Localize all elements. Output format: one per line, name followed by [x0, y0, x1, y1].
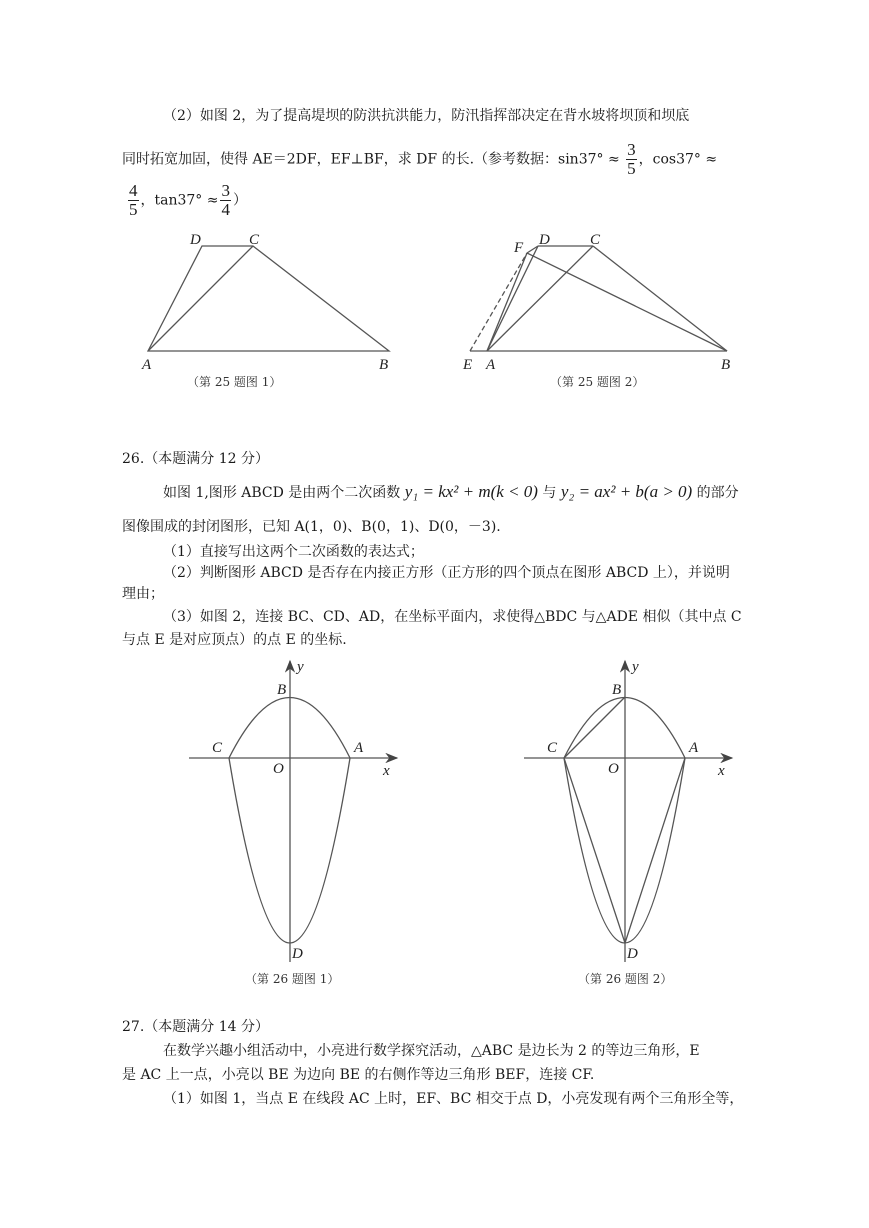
label-c: C: [547, 740, 558, 756]
function-y2: y₂ = ax² + b(a > 0): [560, 482, 693, 501]
lower-parabola: [564, 758, 685, 943]
label-a: A: [486, 357, 496, 373]
q26-part2-line2: 理由；: [122, 586, 164, 602]
q26-fig2-caption: （第 26 题图 2）: [578, 972, 673, 986]
segment-fd: [527, 246, 538, 253]
label-c: C: [249, 232, 260, 248]
label-d: D: [190, 232, 201, 248]
cos-text: ，cos37° ≈: [638, 151, 718, 168]
q27-header: 27.（本题满分 14 分）: [122, 1019, 269, 1035]
q26-header: 26.（本题满分 12 分）: [122, 451, 269, 467]
tan-denominator: 4: [221, 200, 230, 219]
cos-fraction: [128, 182, 139, 219]
sin-numerator: 3: [627, 140, 636, 159]
label-d: D: [539, 232, 550, 248]
q25-part2-line1: （2）如图 2，为了提高堤坝的防洪抗洪能力，防汛指挥部决定在背水坡将坝顶和坝底: [163, 108, 690, 124]
label-b: B: [721, 357, 731, 373]
segment-ac: [487, 246, 593, 351]
q26-intro-b: 与: [542, 485, 557, 501]
close-paren: ）: [232, 192, 247, 209]
segment-cd: [564, 758, 625, 943]
origin-label: O: [608, 761, 619, 777]
q26-intro-line2: 图像围成的封闭图形，已知 A(1，0)、B(0，1)、D(0，－3).: [122, 519, 501, 535]
q25-fig2-caption: （第 25 题图 2）: [550, 375, 645, 389]
q27-line2: 是 AC 上一点，小亮以 BE 为边向 BE 的右侧作等边三角形 BEF，连接 CF.: [122, 1067, 595, 1083]
segment-cb: [564, 697, 625, 758]
q26-intro-line1: [163, 482, 739, 503]
function-y1: y₁ = kx² + m(k < 0): [404, 482, 538, 501]
dashed-ef: [470, 253, 527, 351]
q26-intro-a: 如图 1,图形 ABCD 是由两个二次函数: [163, 485, 401, 501]
upper-parabola: [564, 698, 685, 759]
sin-fraction: [626, 141, 637, 178]
tan-fraction: [220, 182, 231, 219]
q26-part3-line1: （3）如图 2，连接 BC、CD、AD，在坐标平面内，求使得△BDC 与△ADE 相似（其中点 C: [163, 609, 742, 625]
cos-denominator: 5: [129, 200, 138, 219]
sin-denominator: 5: [627, 159, 636, 178]
diagonal-ac: [148, 246, 253, 351]
label-b: B: [277, 682, 287, 698]
label-a: A: [689, 740, 699, 756]
q25-part2-line2: [122, 141, 717, 178]
segment-ad: [487, 246, 538, 351]
tan-numerator: 3: [221, 181, 230, 200]
x-axis-label: x: [718, 763, 725, 779]
label-c: C: [590, 232, 601, 248]
q27-line1: 在数学兴趣小组活动中，小亮进行数学探究活动，△ABC 是边长为 2 的等边三角形，E: [163, 1043, 700, 1059]
q26-fig1-caption: （第 26 题图 1）: [245, 972, 340, 986]
q25-fig1-caption: （第 25 题图 1）: [187, 375, 282, 389]
label-f: F: [514, 240, 524, 256]
segment-cb: [593, 246, 727, 351]
label-b: B: [612, 682, 622, 698]
label-d: D: [292, 946, 303, 962]
label-b: B: [379, 357, 389, 373]
upper-parabola: [229, 698, 350, 759]
trapezoid-abcd: [148, 246, 389, 351]
label-a: A: [354, 740, 364, 756]
q26-part1: （1）直接写出这两个二次函数的表达式；: [163, 544, 424, 560]
origin-label: O: [273, 761, 284, 777]
q25-part2-text: 同时拓宽加固，使得 AE＝2DF，EF⊥BF，求 DF 的长.（参考数据：sin37° ≈: [122, 151, 620, 168]
q26-part3-line2: 与点 E 是对应顶点）的点 E 的坐标.: [122, 632, 347, 648]
segment-fa: [487, 253, 527, 351]
y-axis-label: y: [632, 659, 639, 675]
q26-part2-line1: （2）判断图形 ABCD 是否存在内接正方形（正方形的四个顶点在图形 ABCD 上），并说明: [163, 565, 730, 581]
tan-text: ，tan37° ≈: [140, 192, 219, 209]
lower-parabola: [229, 758, 350, 943]
cos-numerator: 4: [129, 181, 138, 200]
x-axis-label: x: [383, 763, 390, 779]
label-d: D: [627, 946, 638, 962]
q27-line3: （1）如图 1，当点 E 在线段 AC 上时，EF、BC 相交于点 D，小亮发现有两个三角形全等，: [163, 1091, 744, 1107]
segment-ad: [625, 758, 685, 943]
label-e: E: [463, 357, 473, 373]
label-c: C: [212, 740, 223, 756]
q25-part2-line3: [126, 182, 247, 219]
y-axis-label: y: [297, 659, 304, 675]
q26-intro-c: 的部分: [696, 485, 739, 501]
label-a: A: [142, 357, 152, 373]
segment-fb: [527, 253, 727, 351]
